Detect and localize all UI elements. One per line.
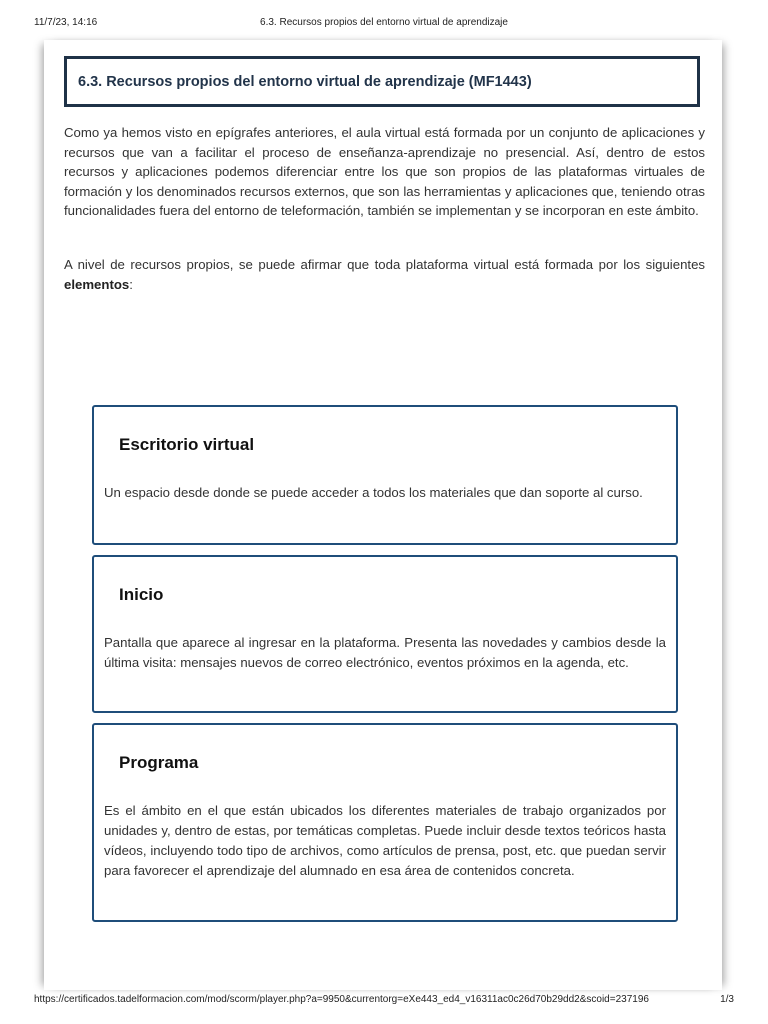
element-card-inicio	[92, 555, 678, 713]
element-card-description: Es el ámbito en el que están ubicados los diferentes materiales de trabajo organizados por unidades y, dentro de estas, por temáticas completas. Puede incluir desde textos teóricos hasta vídeos, incluyendo todo tipo de archivos, como artículos de prensa, post, etc. que puedan servir para favorecer el aprendizaje del alumnado en esa área de contenidos concreta.	[104, 803, 666, 878]
print-page-title: 6.3. Recursos propios del entorno virtual de aprendizaje	[260, 17, 508, 28]
intro-paragraph-1: Como ya hemos visto en epígrafes anteriores, el aula virtual está formada por un conjunto de aplicaciones y recursos que van a facilitar el proceso de enseñanza-aprendizaje no presencial. Así, dentro de estos recursos y aplicaciones podemos diferenciar entre los que son propios de las plataformas virtuales de formación y los denominados recursos externos, que son las herramientas y aplicaciones que, teniendo otras funcionalidades fuera del entorno de teleformación, también se implementan y se incorporan en este ámbito.	[64, 125, 705, 218]
intro-paragraph-2-text: A nivel de recursos propios, se puede afirmar que toda plataforma virtual está formada por los siguientes	[64, 257, 705, 272]
print-footer	[0, 992, 768, 1008]
print-url: https://certificados.tadelformacion.com/mod/scorm/player.php?a=9950&currentorg=eXe443_ed4_v16311ac0c26d70b29dd2&scoid=237196	[34, 994, 649, 1005]
print-page-number: 1/3	[720, 994, 734, 1005]
element-card-escritorio-virtual	[92, 405, 678, 545]
intro-paragraph-2-bold: elementos	[64, 276, 130, 292]
intro-paragraph-2	[64, 255, 705, 294]
intro-paragraph-2-end: :	[129, 276, 133, 292]
section-title-box	[64, 56, 700, 107]
print-datetime: 11/7/23, 14:16	[34, 17, 98, 28]
print-header	[0, 15, 768, 31]
element-card-programa	[92, 723, 678, 922]
element-card-description: Un espacio desde donde se puede acceder a todos los materiales que dan soporte al curso.	[104, 485, 643, 500]
element-card-description: Pantalla que aparece al ingresar en la plataforma. Presenta las novedades y cambios desde la última visita: mensajes nuevos de correo electrónico, eventos próximos en la agenda, etc.	[104, 635, 666, 670]
element-card-title: Escritorio virtual	[119, 435, 255, 454]
section-title: 6.3. Recursos propios del entorno virtual de aprendizaje (MF1443)	[78, 74, 532, 90]
element-card-title: Programa	[119, 753, 199, 772]
element-card-title: Inicio	[119, 585, 164, 604]
